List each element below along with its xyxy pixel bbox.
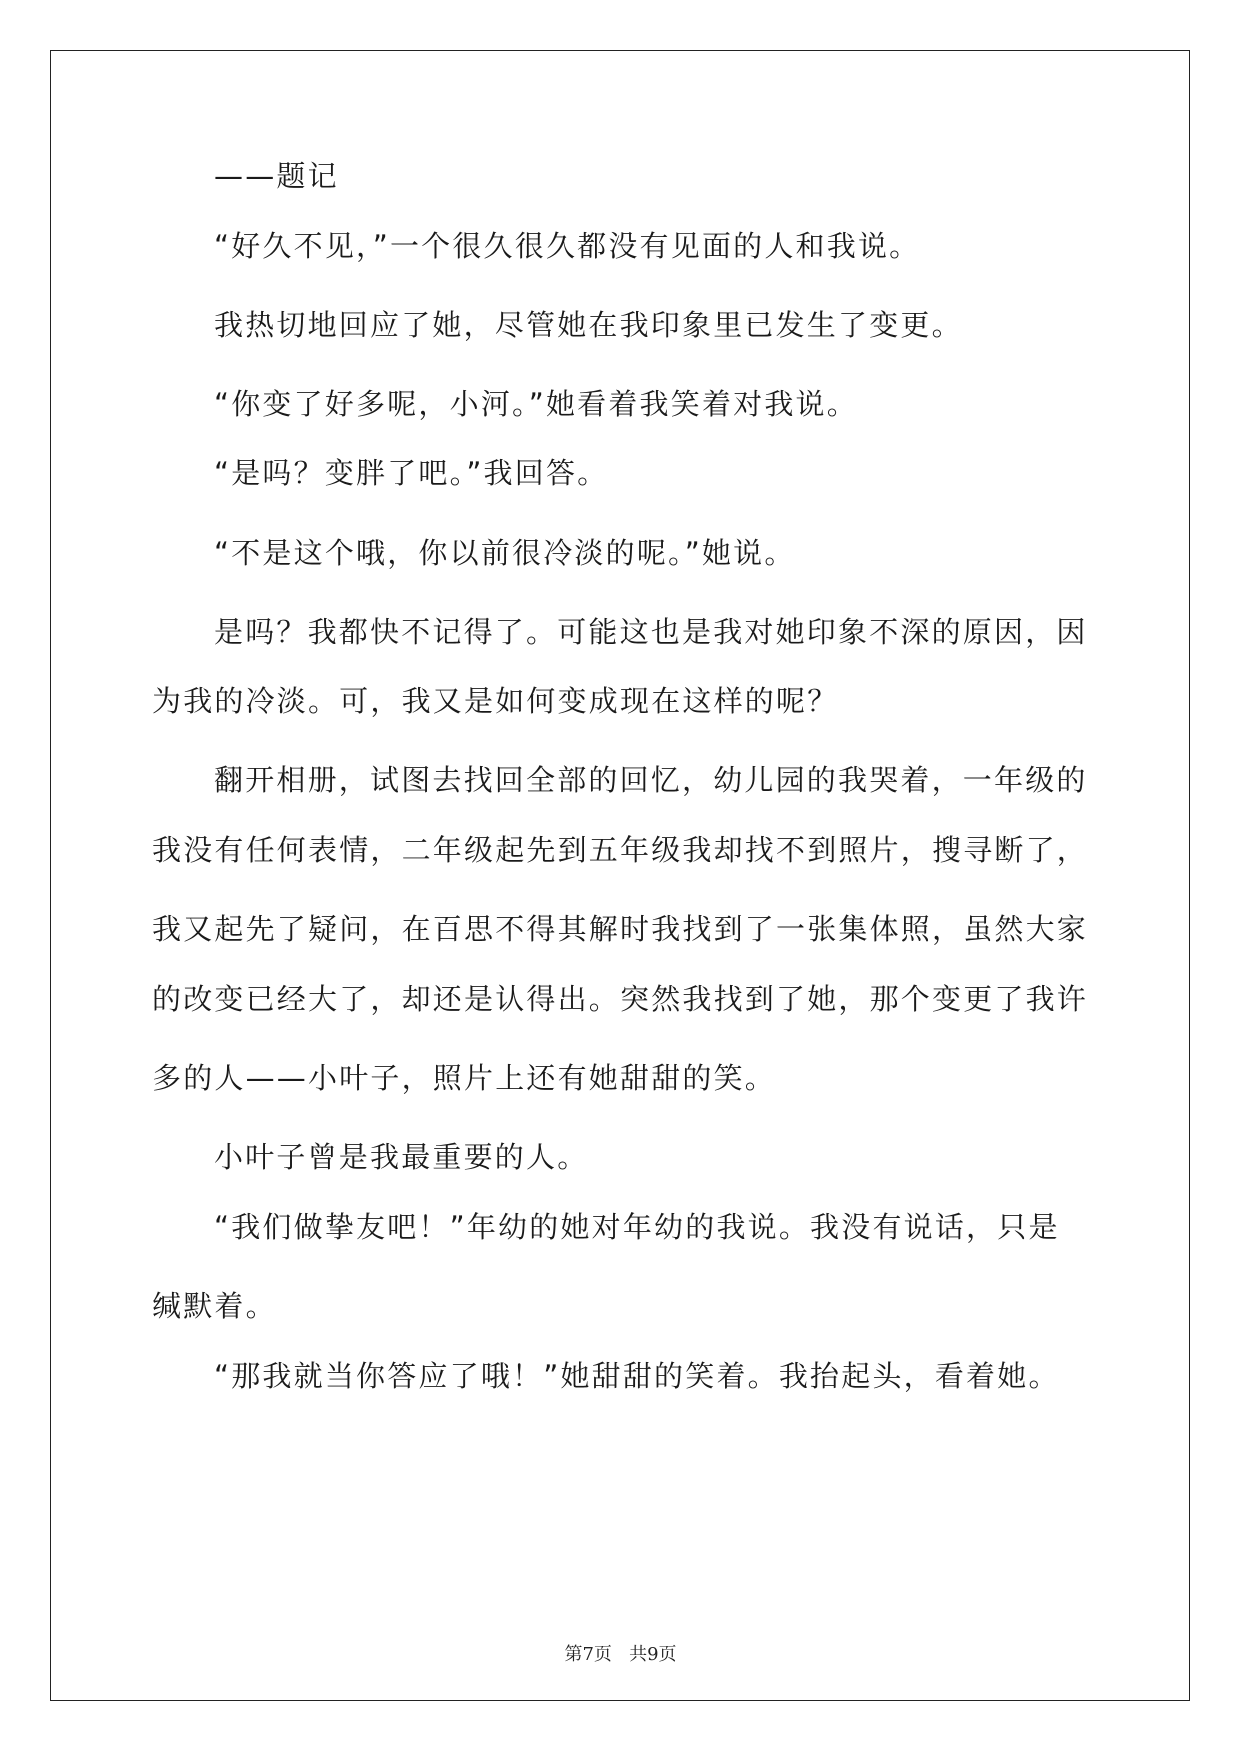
page-border (50, 50, 1190, 1701)
paragraph-line: “不是这个哦，你以前很冷淡的呢。”她说。 (214, 536, 796, 570)
page-footer (0, 1640, 1241, 1666)
paragraph-line: 小叶子曾是我最重要的人。 (214, 1140, 589, 1174)
paragraph-line: 缄默着。 (152, 1289, 277, 1323)
page-total: 共9页 (629, 1644, 677, 1665)
paragraph-line: ——题记 (214, 159, 339, 193)
page-number: 第7页 (564, 1644, 612, 1665)
paragraph-line: “是吗？变胖了吧。”我回答。 (214, 456, 609, 490)
paragraph-line: 翻开相册，试图去找回全部的回忆，幼儿园的我哭着，一年级的 (214, 763, 1088, 797)
paragraph-line: “我们做挚友吧！”年幼的她对年幼的我说。我没有说话，只是 (214, 1210, 1060, 1244)
paragraph-line: “那我就当你答应了哦！”她甜甜的笑着。我抬起头，看着她。 (214, 1359, 1060, 1393)
paragraph-line: 的改变已经大了，却还是认得出。突然我找到了她，那个变更了我许 (152, 982, 1089, 1016)
paragraph-line: 我又起先了疑问，在百思不得其解时我找到了一张集体照，虽然大家 (152, 912, 1089, 946)
paragraph-line: 我没有任何表情，二年级起先到五年级我却找不到照片，搜寻断了， (152, 833, 1089, 867)
paragraph-line: 是吗？我都快不记得了。可能这也是我对她印象不深的原因，因 (214, 615, 1088, 649)
paragraph-line: 为我的冷淡。可，我又是如何变成现在这样的呢？ (152, 684, 839, 718)
paragraph-line: 我热切地回应了她，尽管她在我印象里已发生了变更。 (214, 308, 963, 342)
paragraph-line: “好久不见，”一个很久很久都没有见面的人和我说。 (214, 229, 921, 263)
paragraph-line: 多的人——小叶子，照片上还有她甜甜的笑。 (152, 1061, 777, 1095)
paragraph-line: “你变了好多呢，小河。”她看着我笑着对我说。 (214, 387, 858, 421)
